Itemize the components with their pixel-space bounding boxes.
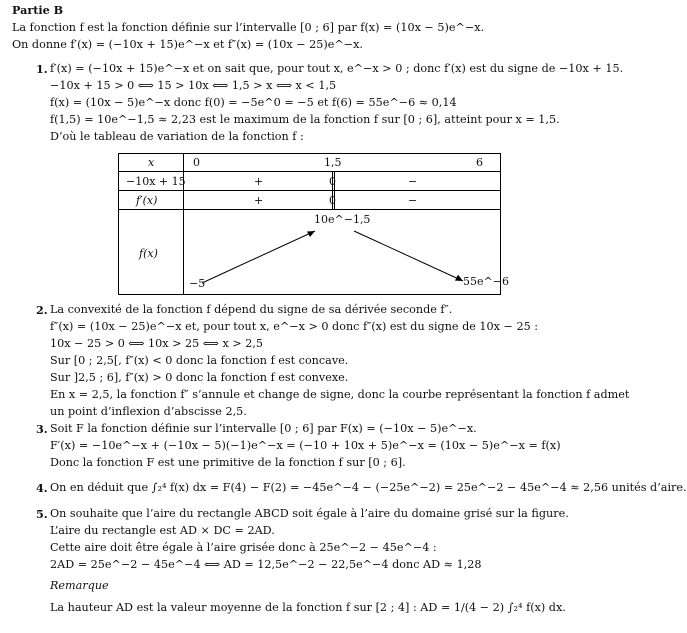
row-derivative-sign-right: − <box>408 194 418 207</box>
item-1-line-4: f(1,5) = 10e^−1,5 ≈ 2,23 est le maximum de la fonction f sur [0 ; 6], atteint pour x = 1,5. <box>50 113 560 126</box>
header-x-end: 6 <box>476 156 483 169</box>
header-x-start: 0 <box>193 156 200 169</box>
row-derivative-sign-left: + <box>254 194 264 207</box>
item-1-line-2: −10x + 15 > 0 ⟺ 15 > 10x ⟺ 1,5 > x ⟺ x < 1,5 <box>50 79 337 92</box>
row-derivative-zero: 0 <box>329 194 336 207</box>
item-5-line-1: On souhaite que l’aire du rectangle ABCD soit égale à l’aire du domaine grisé sur la figure. <box>50 507 569 520</box>
item-3-line-2: F′(x) = −10e^−x + (−10x − 5)(−1)e^−x = (−10 + 10x + 5)e^−x = (10x − 5)e^−x = f(x) <box>50 439 561 452</box>
item-3-line-3: Donc la fonction F est une primitive de la fonction f sur [0 ; 6]. <box>50 456 406 469</box>
intro-line-2: On donne f′(x) = (−10x + 15)e^−x et f″(x) = (10x − 25)e^−x. <box>12 38 363 51</box>
row-factor-zero: 0 <box>329 175 336 188</box>
item-4-number: 4. <box>36 481 48 495</box>
item-5-line-2: L’aire du rectangle est AD × DC = 2AD. <box>50 524 275 537</box>
item-2-number: 2. <box>36 303 48 317</box>
item-2-line-5: Sur ]2,5 ; 6], f″(x) > 0 donc la fonction f est convexe. <box>50 371 349 384</box>
item-2-line-2: f″(x) = (10x − 25)e^−x et, pour tout x, e^−x > 0 donc f″(x) est du signe de 10x − 25 : <box>50 320 539 333</box>
section-heading: Partie B <box>12 3 64 17</box>
item-2-line-7: un point d’inflexion d’abscisse 2,5. <box>50 405 247 418</box>
row-factor-label: −10x + 15 <box>126 175 186 188</box>
item-4-line-1: On en déduit que ∫₂⁴ f(x) dx = F(4) − F(2) = −45e^−4 − (−25e^−2) = 25e^−2 − 45e^−4 ≈ 2,56 unités d’aire. <box>50 481 687 494</box>
increasing-arrow <box>202 231 315 283</box>
function-value-end: 55e^−6 <box>463 275 509 288</box>
item-5-line-4: 2AD = 25e^−2 − 45e^−4 ⟺ AD = 12,5e^−2 − 22,5e^−4 donc AD ≈ 1,28 <box>50 558 482 571</box>
item-5-line-3: Cette aire doit être égale à l’aire grisée donc à 25e^−2 − 45e^−4 : <box>50 541 437 554</box>
decreasing-arrow <box>354 231 463 281</box>
function-value-max: 10e^−1,5 <box>314 213 371 226</box>
row-factor-sign-left: + <box>254 175 264 188</box>
item-1-line-1: f′(x) = (−10x + 15)e^−x et on sait que, pour tout x, e^−x > 0 ; donc f′(x) est du signe de −10x + 15. <box>50 62 624 75</box>
function-value-start: −5 <box>189 277 206 290</box>
item-2-line-3: 10x − 25 > 0 ⟺ 10x > 25 ⟺ x > 2,5 <box>50 337 264 350</box>
row-function-label: f(x) <box>139 247 158 260</box>
item-5-number: 5. <box>36 507 48 521</box>
item-1-line-3: f(x) = (10x − 5)e^−x donc f(0) = −5e^0 = −5 et f(6) = 55e^−6 ≈ 0,14 <box>50 96 457 109</box>
row-derivative-label: f′(x) <box>136 194 158 207</box>
item-3-line-1: Soit F la fonction définie sur l’intervalle [0 ; 6] par F(x) = (−10x − 5)e^−x. <box>50 422 477 435</box>
item-3-number: 3. <box>36 422 48 436</box>
item-1-line-5: D’où le tableau de variation de la fonction f : <box>50 130 304 143</box>
remark-text: La hauteur AD est la valeur moyenne de la fonction f sur [2 ; 4] : AD = 1/(4 − 2) ∫₂⁴ f(x) dx. <box>50 601 566 614</box>
row-factor-sign-right: − <box>408 175 418 188</box>
item-2-line-4: Sur [0 ; 2,5[, f″(x) < 0 donc la fonction f est concave. <box>50 354 349 367</box>
remark-heading: Remarque <box>50 579 109 592</box>
header-x-mid: 1,5 <box>324 156 342 169</box>
item-1-number: 1. <box>36 62 48 76</box>
intro-line-1: La fonction f est la fonction définie sur l’intervalle [0 ; 6] par f(x) = (10x − 5)e^−x. <box>12 21 485 34</box>
item-2-line-1: La convexité de la fonction f dépend du signe de sa dérivée seconde f″. <box>50 303 453 316</box>
header-x: x <box>148 156 155 169</box>
item-2-line-6: En x = 2,5, la fonction f″ s’annule et change de signe, donc la courbe représentant la fonction f admet <box>50 388 630 401</box>
variation-table <box>118 153 509 295</box>
